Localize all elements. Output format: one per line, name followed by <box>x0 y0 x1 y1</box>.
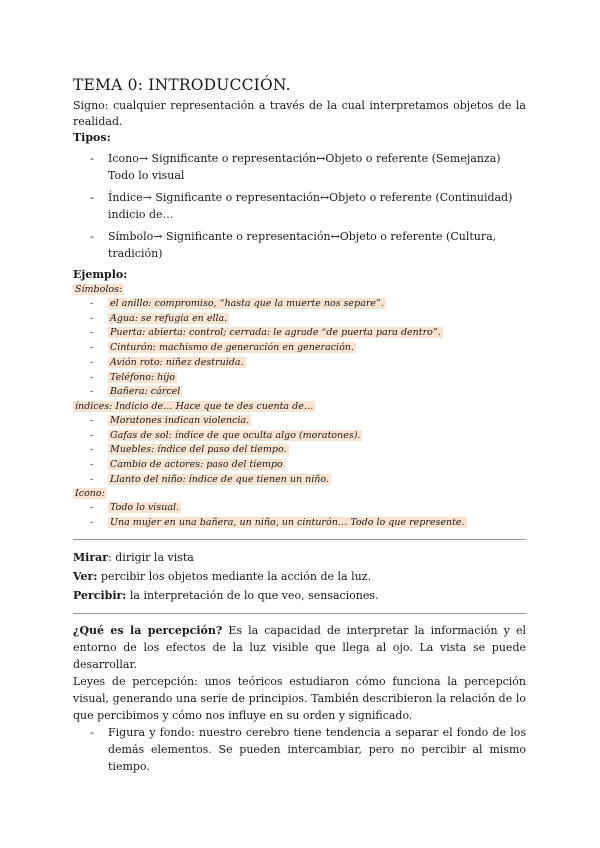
list-item: - Figura y fondo: nuestro cerebro tiene tendencia a separar el fondo de los demás elementos. Se pueden intercambiar, pero no percibir al mismo tiempo. <box>73 724 526 775</box>
list-item-text: Cinturón: machismo de generación en generación. <box>110 342 354 354</box>
list-item <box>73 473 526 488</box>
percepcion-answer: Es la capacidad de interpretar la información y el entorno de los efectos de la luz visible que llega al ojo. La vista se puede desarrollar. <box>73 623 526 671</box>
simbolos-label <box>73 283 526 297</box>
term: Mirar <box>73 550 109 564</box>
list-item-text: Gafas de sol: índice de que oculta algo (moratones). <box>110 429 361 441</box>
divider <box>73 539 526 540</box>
list-item <box>73 385 526 400</box>
list-item-text: el anillo: compromiso, “hasta que la muerte nos separe”. <box>110 298 384 309</box>
tipo-simbolo <box>73 228 526 262</box>
list-item <box>73 443 526 458</box>
list-item <box>73 341 526 356</box>
list-item <box>73 429 526 444</box>
simbolos-list <box>73 297 526 400</box>
term: Ver: <box>73 569 98 583</box>
document-page <box>73 76 526 775</box>
divider <box>73 613 526 614</box>
list-item-text: Llanto del niño: índice de que tienen un niño. <box>110 473 329 485</box>
list-item-text: Teléfono: hijo <box>110 371 175 383</box>
term: Percibir: <box>73 588 127 602</box>
tipo-line2: indicio de… <box>108 208 174 221</box>
list-item <box>73 326 526 341</box>
definition: : dirigir la vista <box>108 550 194 564</box>
tipo-line2: Todo lo visual <box>108 169 185 182</box>
tipo-indice <box>73 189 526 223</box>
tipo-icono <box>73 150 526 184</box>
list-item-text: Agua: se refugia en ella. <box>110 312 228 324</box>
icono-label <box>73 487 526 501</box>
tipos-list <box>73 150 526 262</box>
list-item-text: Todo lo visual. <box>110 502 180 514</box>
iconos-list <box>73 501 526 530</box>
leyes-list <box>73 724 526 775</box>
percepcion-question: ¿Qué es la percepción? <box>73 623 223 637</box>
signo-definition: Signo: cualquier representación a través de la cual interpretamos objetos de la realidad. <box>73 99 526 128</box>
list-item-text: Avión roto: niñez destruida. <box>110 356 244 368</box>
page-title: TEMA 0: INTRODUCCIÓN. <box>73 76 291 94</box>
list-item <box>73 356 526 371</box>
mirar-definition <box>73 548 526 567</box>
definition: percibir los objetos mediante la acción de la luz. <box>97 569 371 583</box>
ejemplo-label: Ejemplo: <box>73 268 128 281</box>
icono-label-text: Icono: <box>75 488 105 500</box>
simbolos-label-text: Símbolos: <box>75 284 123 295</box>
tipo-line: Símbolo→ Significante o representación↔Objeto o referente (Cultura, <box>108 230 497 243</box>
leyes-paragraph: Leyes de percepción: unos teóricos estudiaron cómo funciona la percepción visual, generando una serie de principios. También describieron la relación de lo que percibimos y cómo nos influye en su orden y significado. <box>73 674 526 722</box>
tipos-label: Tipos: <box>73 131 111 144</box>
tipo-line: Icono→ Significante o representación↔Objeto o referente (Semejanza) <box>108 152 501 165</box>
percepcion-paragraph <box>73 622 526 673</box>
ver-definition <box>73 567 526 586</box>
definition: la interpretación de lo que veo, sensaciones. <box>126 588 379 602</box>
list-item-text: Una mujer en una bañera, un niño, un cinturón… Todo lo que represente. <box>110 517 465 529</box>
list-item-text: Moratones indican violencia. <box>110 414 250 426</box>
list-item-text: Bañera: cárcel <box>110 386 181 398</box>
tipo-line: Índice→ Significante o representación↔Objeto o referente (Continuidad) <box>108 191 513 204</box>
list-item <box>73 297 526 312</box>
tipo-line2: tradición) <box>108 247 163 260</box>
percibir-definition <box>73 586 526 605</box>
list-item-text: Cambio de actores: paso del tiempo <box>110 459 283 471</box>
list-item-text: Puerta: abierta: control; cerrada: le agrade “de puerta para dentro”. <box>110 327 441 339</box>
indices-label-text: índices: Indicio de… Hace que te des cuenta de… <box>75 400 314 412</box>
list-item <box>73 501 526 516</box>
list-item <box>73 371 526 386</box>
list-item <box>73 458 526 473</box>
list-item-text: Muebles: índice del paso del tiempo. <box>110 444 287 456</box>
indices-list <box>73 414 526 488</box>
indices-label <box>73 400 526 414</box>
list-item <box>73 414 526 429</box>
list-item <box>73 312 526 327</box>
list-item <box>73 516 526 531</box>
